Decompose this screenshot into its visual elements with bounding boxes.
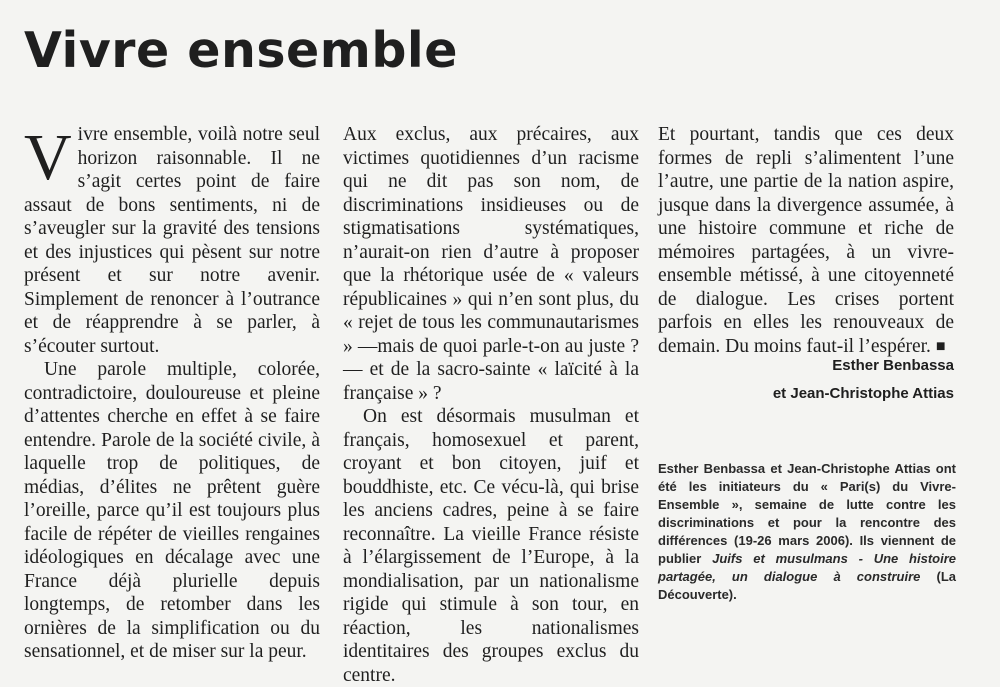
paragraph: On est désormais musulman et français, homosexuel et parent, croyant et bon citoyen, juif et bouddhiste, etc. Ce vécu-là, qui brise les anciens cadres, peine à se faire reconnaître. La vieille France résiste à l’élargissement de l’Europe, à la mondialisation, par un nationalisme rigide qui stimule à son tour, en réaction, les nationalismes identitaires des groupes exclus du centre. (343, 406, 639, 686)
bio-text: Esther Benbassa et Jean-Christophe Attias ont été les initiateurs du « Pari(s) du Vivre-Ensemble », semaine de lutte contre les discriminations et pour la rencontre des différences (19-26 mars 2006). Ils viennent de publier (658, 461, 956, 566)
paragraph: Aux exclus, aux précaires, aux victimes quotidiennes d’un racisme qui ne dit pas son nom, de discriminations insidieuses ou de stigmatisations systématiques, n’aurait-on rien d’autre à proposer que la rhétorique usée de « valeurs républicaines » qui n’en sont plus, du « rejet de tous les communautarismes » —mais de quoi parle-t-on au juste ?— et de la sacro-sainte « laïcité à la française » ? (343, 124, 639, 404)
article-column-2 (343, 123, 639, 687)
paragraph-text: Et pourtant, tandis que ces deux formes de repli s’alimentent l’une l’autre, une partie de la nation aspire, jusque dans la divergence assumée, à une histoire commune et riche de mémoires partagées, à un vivre-ensemble métissé, à une citoyenneté de dialogue. Les crises portent parfois en elles les renouveaux de demain. Du moins faut-il l’espérer. (658, 124, 954, 357)
paragraph-text: ivre ensemble, voilà notre seul horizon raisonnable. Il ne s’agit certes point de faire assaut de bons sentiments, ni de s’aveugler sur la gravité des tensions et des injustices qui pèsent sur notre présent et sur notre avenir. Simplement de renoncer à l’outrance et de réapprendre à se parler, à s’écouter surtout. (24, 124, 320, 357)
paragraph (658, 123, 954, 358)
author-line-1: Esther Benbassa (832, 357, 954, 374)
end-mark: ■ (935, 337, 946, 355)
bio-text-end: (La Découverte). (658, 569, 956, 602)
drop-cap: V (24, 121, 72, 194)
paragraph (24, 123, 320, 358)
book-title: Juifs et musulmans - Une histoire partagée, un dialogue à construire (658, 551, 957, 584)
paragraph: Une parole multiple, colorée, contradictoire, douloureuse et pleine d’attentes cherche en effet à se faire entendre. Parole de la société civile, à laquelle trop de politiques, de médias, d’élites ne prêtent guère l’oreille, parce qu’il est toujours plus facile de répéter de vieilles rengaines idéologiques en décalage avec une France déjà plurielle depuis longtemps, de retomber dans les ornières de la simplification ou du sensationnel, et de miser sur la peur. (24, 359, 320, 662)
author-bio (658, 460, 956, 604)
article-column-3 (658, 123, 954, 358)
article-title: Vivre ensemble (24, 22, 458, 79)
author-line-2: et Jean-Christophe Attias (772, 385, 954, 402)
article-column-1 (24, 123, 320, 664)
